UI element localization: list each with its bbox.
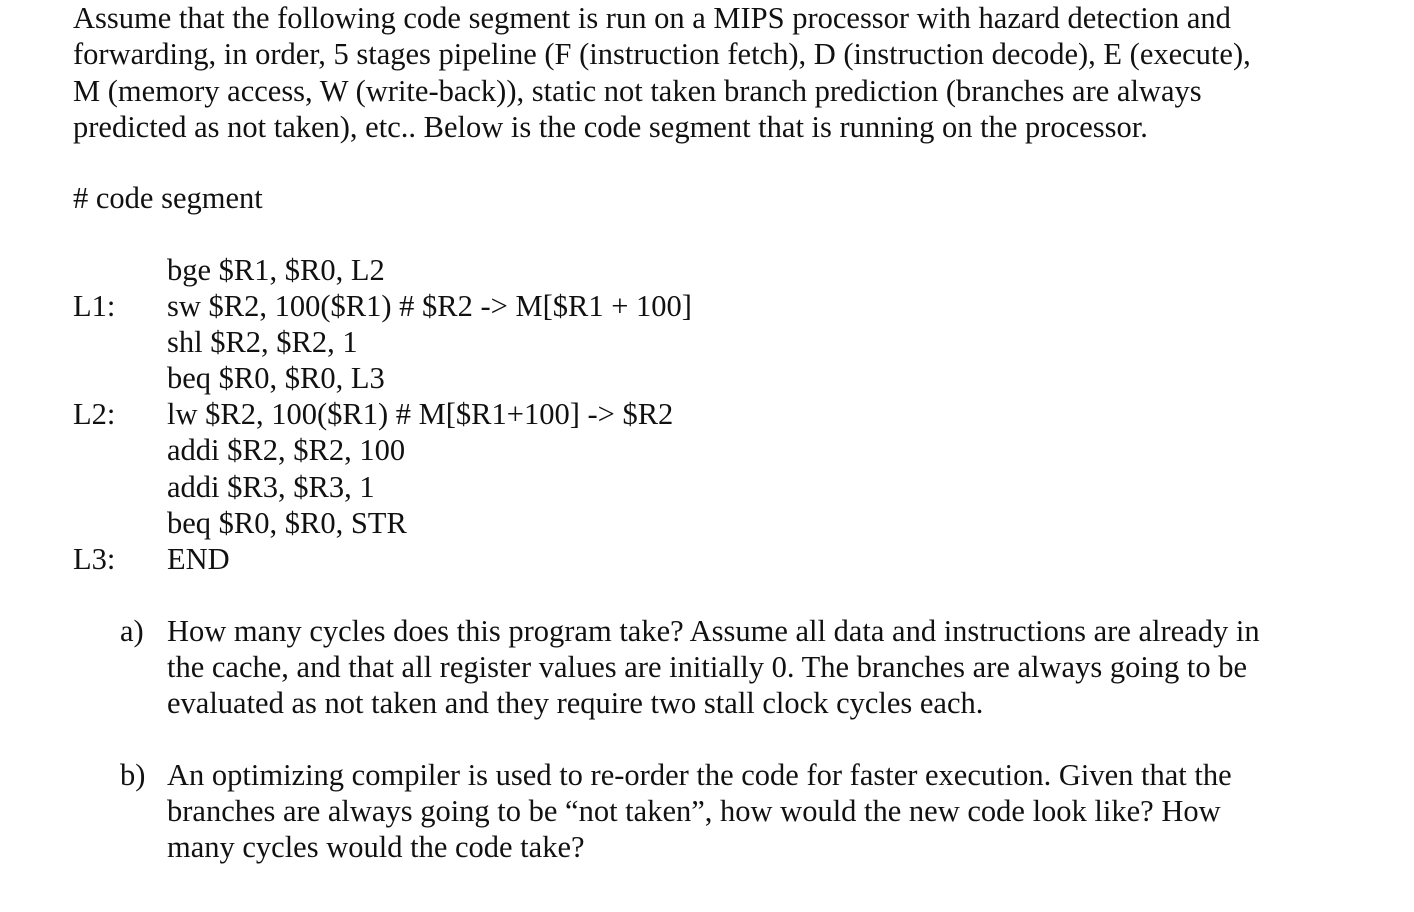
code-instruction: lw $R2, 100($R1) # M[$R1+100] -> $R2: [167, 397, 674, 432]
code-label: L2:: [73, 397, 116, 432]
code-instruction: addi $R3, $R3, 1: [167, 469, 375, 504]
question-marker: b): [120, 758, 146, 792]
question-line: branches are always going to be “not taken”, how would the new code look like? How: [167, 794, 1221, 828]
question-line: An optimizing compiler is used to re-order the code for faster execution. Given that the: [167, 758, 1232, 792]
intro-line: forwarding, in order, 5 stages pipeline (F (instruction fetch), D (instruction decode), E (execute),: [73, 37, 1251, 72]
question-line: evaluated as not taken and they require two stall clock cycles each.: [167, 686, 984, 720]
intro-line: predicted as not taken), etc.. Below is the code segment that is running on the processor.: [73, 109, 1148, 144]
question-text: [167, 613, 1260, 721]
code-label: L1:: [73, 289, 116, 324]
code-instruction: beq $R0, $R0, L3: [167, 361, 385, 396]
intro-paragraph: [73, 0, 1373, 145]
code-instruction: bge $R1, $R0, L2: [167, 253, 385, 287]
question-line: the cache, and that all register values are initially 0. The branches are always going to be: [167, 650, 1248, 684]
question-text: [167, 757, 1232, 865]
question-marker: a): [120, 614, 144, 648]
code-instruction: beq $R0, $R0, STR: [167, 505, 407, 540]
code-label: L3:: [73, 541, 116, 576]
intro-line: Assume that the following code segment is run on a MIPS processor with hazard detection and: [73, 1, 1231, 35]
code-instruction: addi $R2, $R2, 100: [167, 433, 406, 468]
code-instruction: sw $R2, 100($R1) # $R2 -> M[$R1 + 100]: [167, 289, 692, 324]
question-line: How many cycles does this program take? Assume all data and instructions are already in: [167, 614, 1260, 648]
code-segment-heading: # code segment: [73, 181, 263, 215]
question-line: many cycles would the code take?: [167, 830, 585, 864]
code-instruction: END: [167, 541, 230, 576]
intro-line: M (memory access, W (write-back)), static not taken branch prediction (branches are always: [73, 73, 1202, 108]
code-instruction: shl $R2, $R2, 1: [167, 325, 358, 360]
